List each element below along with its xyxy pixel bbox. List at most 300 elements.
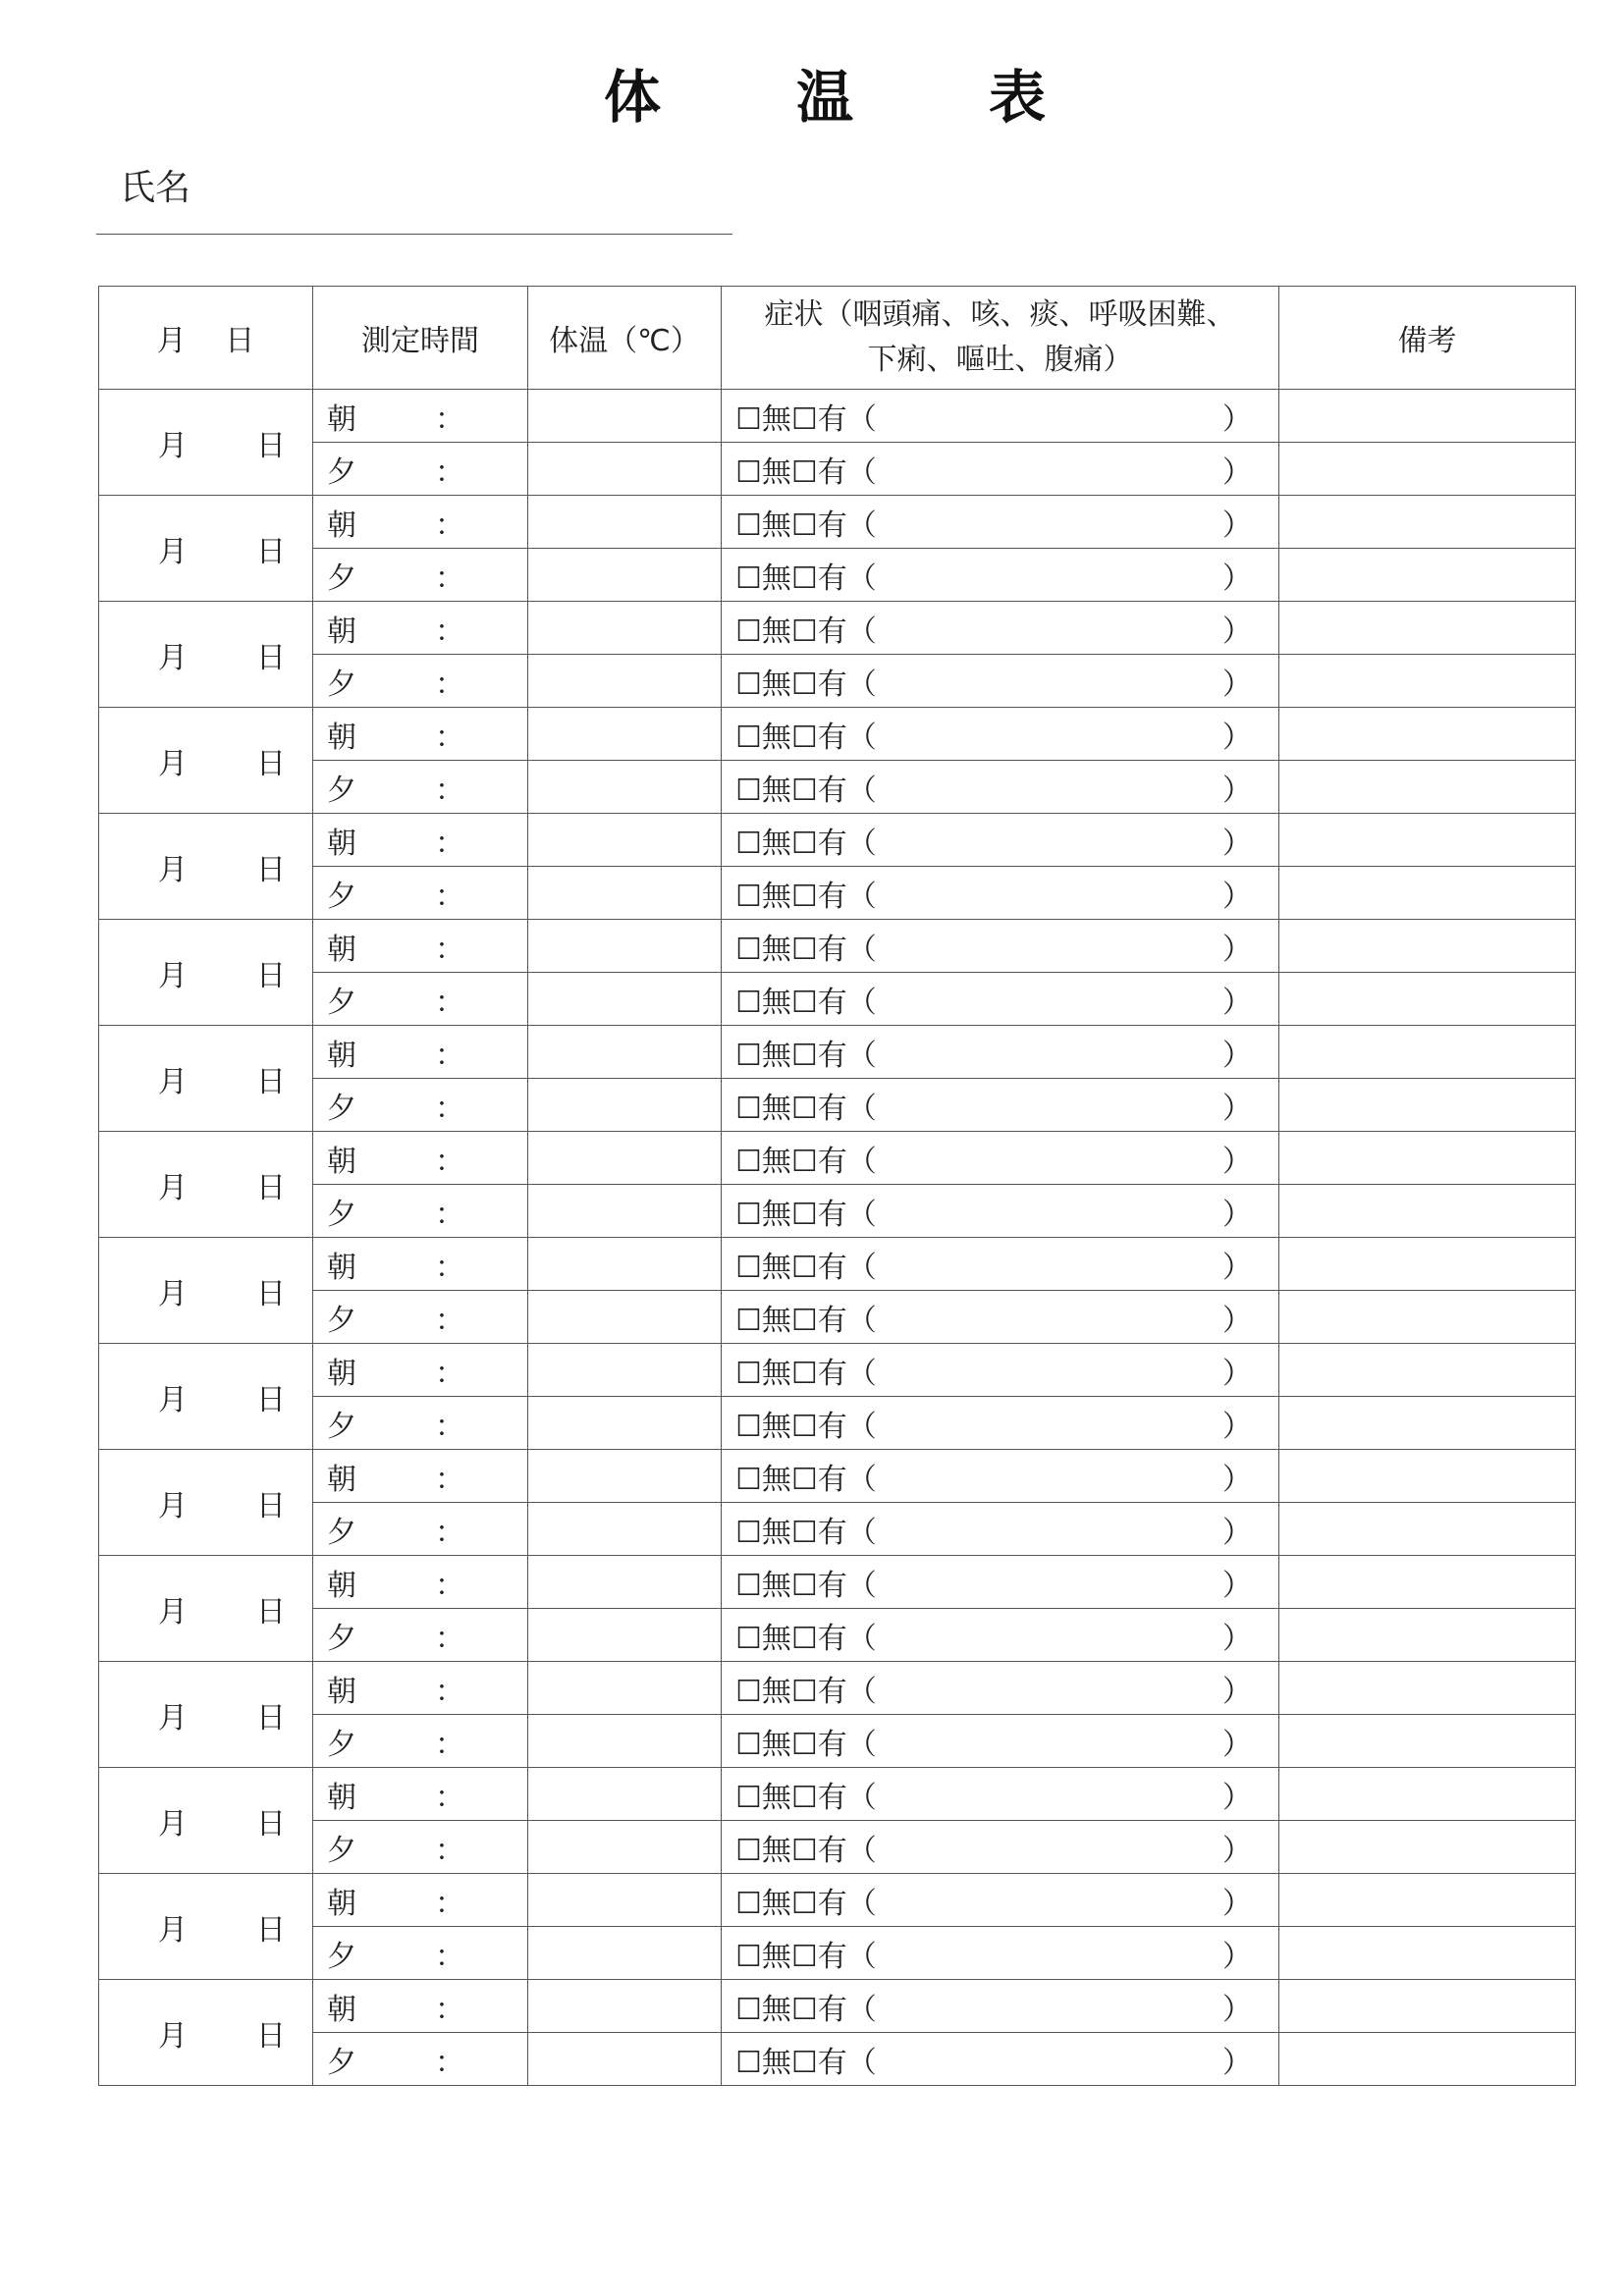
time-cell-morning[interactable]	[313, 920, 528, 973]
month-label: 月	[158, 1064, 188, 1099]
notes-cell[interactable]	[1279, 1238, 1576, 1291]
month-label: 月	[158, 1912, 188, 1948]
table-row	[99, 867, 1576, 920]
table-row	[99, 655, 1576, 708]
symptom-close-paren: ）	[1222, 561, 1252, 596]
symptom-cell[interactable]	[722, 1609, 1279, 1662]
time-colon: ：	[435, 1833, 464, 1868]
notes-cell[interactable]	[1279, 1079, 1576, 1132]
temperature-cell[interactable]	[528, 1715, 722, 1768]
temperature-cell[interactable]	[528, 1980, 722, 2033]
table-row	[99, 496, 1576, 549]
time-cell-morning[interactable]	[313, 1662, 528, 1715]
time-colon: ：	[435, 720, 464, 755]
date-cell[interactable]	[99, 1874, 313, 1980]
notes-cell[interactable]	[1279, 496, 1576, 549]
temperature-cell[interactable]	[528, 1662, 722, 1715]
symptom-close-paren: ）	[1222, 932, 1252, 967]
temperature-cell[interactable]	[528, 973, 722, 1026]
month-label: 月	[158, 1594, 188, 1629]
time-cell-evening[interactable]	[313, 549, 528, 602]
notes-cell[interactable]	[1279, 443, 1576, 496]
table-row	[99, 814, 1576, 867]
symptom-cell[interactable]	[722, 1556, 1279, 1609]
table-row	[99, 973, 1576, 1026]
time-colon: ：	[435, 1250, 464, 1285]
symptom-checkboxes[interactable]: ☐無☐有（	[735, 1621, 877, 1656]
time-cell-evening[interactable]	[313, 1079, 528, 1132]
month-label: 月	[158, 1276, 188, 1311]
time-colon: ：	[435, 1038, 464, 1073]
temperature-cell[interactable]	[528, 1026, 722, 1079]
symptom-checkboxes[interactable]: ☐無☐有（	[735, 1356, 877, 1391]
time-colon: ：	[435, 773, 464, 808]
notes-cell[interactable]	[1279, 1344, 1576, 1397]
time-cell-evening[interactable]	[313, 1715, 528, 1768]
symptom-checkboxes[interactable]: ☐無☐有（	[735, 1886, 877, 1921]
table-row	[99, 1291, 1576, 1344]
date-cell[interactable]	[99, 1450, 313, 1556]
time-cell-evening[interactable]	[313, 1503, 528, 1556]
morning-label: 朝	[327, 614, 356, 649]
time-colon: ：	[435, 1356, 464, 1391]
time-cell-morning[interactable]	[313, 1026, 528, 1079]
evening-label: 夕	[327, 1303, 356, 1338]
table-row	[99, 1079, 1576, 1132]
day-label: 日	[256, 1806, 286, 1842]
symptom-checkboxes[interactable]: ☐無☐有（	[735, 667, 877, 702]
notes-cell[interactable]	[1279, 708, 1576, 761]
symptom-checkboxes[interactable]: ☐無☐有（	[735, 932, 877, 967]
symptom-checkboxes[interactable]: ☐無☐有（	[735, 720, 877, 755]
symptom-cell[interactable]	[722, 1768, 1279, 1821]
symptom-close-paren: ）	[1222, 1356, 1252, 1391]
symptom-checkboxes[interactable]: ☐無☐有（	[735, 1780, 877, 1815]
date-cell[interactable]	[99, 1026, 313, 1132]
symptom-close-paren: ）	[1222, 1038, 1252, 1073]
notes-cell[interactable]	[1279, 973, 1576, 1026]
time-colon: ：	[435, 1621, 464, 1656]
symptom-close-paren: ）	[1222, 1197, 1252, 1232]
temperature-cell[interactable]	[528, 443, 722, 496]
time-cell-morning[interactable]	[313, 1344, 528, 1397]
evening-label: 夕	[327, 1409, 356, 1444]
evening-label: 夕	[327, 985, 356, 1020]
time-cell-morning[interactable]	[313, 1450, 528, 1503]
time-cell-evening[interactable]	[313, 761, 528, 814]
notes-cell[interactable]	[1279, 655, 1576, 708]
table-row	[99, 2033, 1576, 2086]
time-cell-morning[interactable]	[313, 1980, 528, 2033]
notes-cell[interactable]	[1279, 602, 1576, 655]
symptom-cell[interactable]	[722, 1026, 1279, 1079]
symptom-checkboxes[interactable]: ☐無☐有（	[735, 1727, 877, 1762]
day-label: 日	[256, 1594, 286, 1629]
symptom-checkboxes[interactable]: ☐無☐有（	[735, 1197, 877, 1232]
symptom-cell[interactable]	[722, 973, 1279, 1026]
date-cell[interactable]	[99, 602, 313, 708]
time-cell-evening[interactable]	[313, 1397, 528, 1450]
temperature-table	[98, 286, 1576, 2086]
symptom-cell[interactable]	[722, 1079, 1279, 1132]
morning-label: 朝	[327, 1780, 356, 1815]
month-label: 月	[158, 640, 188, 675]
symptom-checkboxes[interactable]: ☐無☐有（	[735, 1939, 877, 1974]
time-cell-evening[interactable]	[313, 1185, 528, 1238]
time-cell-evening[interactable]	[313, 1927, 528, 1980]
symptom-cell[interactable]	[722, 1821, 1279, 1874]
notes-cell[interactable]	[1279, 2033, 1576, 2086]
temperature-cell[interactable]	[528, 708, 722, 761]
temperature-cell[interactable]	[528, 1450, 722, 1503]
symptom-cell[interactable]	[722, 1927, 1279, 1980]
notes-cell[interactable]	[1279, 1821, 1576, 1874]
date-cell[interactable]	[99, 496, 313, 602]
date-cell[interactable]	[99, 390, 313, 496]
notes-cell[interactable]	[1279, 1609, 1576, 1662]
table-row	[99, 1238, 1576, 1291]
time-colon: ：	[435, 507, 464, 543]
time-colon: ：	[435, 1780, 464, 1815]
temperature-cell[interactable]	[528, 1079, 722, 1132]
name-label: 氏名	[120, 168, 191, 208]
symptom-checkboxes[interactable]: ☐無☐有（	[735, 1409, 877, 1444]
symptom-close-paren: ）	[1222, 1462, 1252, 1497]
time-colon: ：	[435, 667, 464, 702]
symptom-close-paren: ）	[1222, 1568, 1252, 1603]
symptom-close-paren: ）	[1222, 401, 1252, 437]
table-row	[99, 390, 1576, 443]
time-cell-morning[interactable]	[313, 814, 528, 867]
date-cell[interactable]	[99, 708, 313, 814]
symptom-cell[interactable]	[722, 602, 1279, 655]
notes-cell[interactable]	[1279, 1291, 1576, 1344]
notes-cell[interactable]	[1279, 1874, 1576, 1927]
time-cell-evening[interactable]	[313, 443, 528, 496]
symptom-cell[interactable]	[722, 1291, 1279, 1344]
symptom-checkboxes[interactable]: ☐無☐有（	[735, 1250, 877, 1285]
symptom-checkboxes[interactable]: ☐無☐有（	[735, 773, 877, 808]
temperature-cell[interactable]	[528, 1609, 722, 1662]
symptom-checkboxes[interactable]: ☐無☐有（	[735, 1515, 877, 1550]
symptom-checkboxes[interactable]: ☐無☐有（	[735, 454, 877, 490]
notes-cell[interactable]	[1279, 1715, 1576, 1768]
temperature-cell[interactable]	[528, 496, 722, 549]
symptom-close-paren: ）	[1222, 1939, 1252, 1974]
notes-cell[interactable]	[1279, 1026, 1576, 1079]
symptom-checkboxes[interactable]: ☐無☐有（	[735, 1462, 877, 1497]
notes-cell[interactable]	[1279, 1927, 1576, 1980]
notes-cell[interactable]	[1279, 761, 1576, 814]
symptom-checkboxes[interactable]: ☐無☐有（	[735, 561, 877, 596]
day-label: 日	[256, 1912, 286, 1948]
header-symptoms-line1: 症状（咽頭痛、咳、痰、呼吸困難、	[764, 297, 1236, 332]
time-colon: ：	[435, 932, 464, 967]
symptom-close-paren: ）	[1222, 454, 1252, 490]
symptom-close-paren: ）	[1222, 1144, 1252, 1179]
symptom-checkboxes[interactable]: ☐無☐有（	[735, 1568, 877, 1603]
time-cell-evening[interactable]	[313, 1291, 528, 1344]
morning-label: 朝	[327, 507, 356, 543]
symptom-cell[interactable]	[722, 655, 1279, 708]
symptom-checkboxes[interactable]: ☐無☐有（	[735, 614, 877, 649]
time-colon: ：	[435, 454, 464, 490]
symptom-close-paren: ）	[1222, 614, 1252, 649]
symptom-close-paren: ）	[1222, 985, 1252, 1020]
symptom-close-paren: ）	[1222, 1409, 1252, 1444]
symptom-close-paren: ）	[1222, 507, 1252, 543]
symptom-checkboxes[interactable]: ☐無☐有（	[735, 1091, 877, 1126]
symptom-close-paren: ）	[1222, 667, 1252, 702]
time-cell-evening[interactable]	[313, 1609, 528, 1662]
time-colon: ：	[435, 614, 464, 649]
page-title: 体 温 表	[603, 64, 1085, 131]
temperature-cell[interactable]	[528, 920, 722, 973]
table-row	[99, 1662, 1576, 1715]
evening-label: 夕	[327, 2045, 356, 2080]
notes-cell[interactable]	[1279, 1662, 1576, 1715]
month-label: 月	[158, 1700, 188, 1735]
table-row	[99, 1556, 1576, 1609]
table-row	[99, 1768, 1576, 1821]
evening-label: 夕	[327, 561, 356, 596]
day-label: 日	[256, 1276, 286, 1311]
time-cell-evening[interactable]	[313, 2033, 528, 2086]
table-row	[99, 1927, 1576, 1980]
symptom-checkboxes[interactable]: ☐無☐有（	[735, 1144, 877, 1179]
notes-cell[interactable]	[1279, 1503, 1576, 1556]
month-label: 月	[158, 958, 188, 993]
temperature-cell[interactable]	[528, 2033, 722, 2086]
day-label: 日	[256, 2018, 286, 2054]
symptom-cell[interactable]	[722, 1132, 1279, 1185]
time-colon: ：	[435, 1303, 464, 1338]
notes-cell[interactable]	[1279, 814, 1576, 867]
morning-label: 朝	[327, 1038, 356, 1073]
day-label: 日	[256, 1488, 286, 1523]
time-colon: ：	[435, 826, 464, 861]
evening-label: 夕	[327, 667, 356, 702]
morning-label: 朝	[327, 1462, 356, 1497]
evening-label: 夕	[327, 454, 356, 490]
symptom-checkboxes[interactable]: ☐無☐有（	[735, 826, 877, 861]
symptom-checkboxes[interactable]: ☐無☐有（	[735, 1038, 877, 1073]
time-cell-morning[interactable]	[313, 496, 528, 549]
time-colon: ：	[435, 879, 464, 914]
evening-label: 夕	[327, 879, 356, 914]
morning-label: 朝	[327, 1144, 356, 1179]
table-row	[99, 1344, 1576, 1397]
symptom-cell[interactable]	[722, 1503, 1279, 1556]
evening-label: 夕	[327, 1833, 356, 1868]
temperature-cell[interactable]	[528, 1874, 722, 1927]
month-label: 月	[158, 1170, 188, 1205]
evening-label: 夕	[327, 1727, 356, 1762]
symptom-checkboxes[interactable]: ☐無☐有（	[735, 1303, 877, 1338]
month-label: 月	[158, 534, 188, 569]
evening-label: 夕	[327, 1091, 356, 1126]
symptom-cell[interactable]	[722, 1980, 1279, 2033]
day-label: 日	[256, 852, 286, 887]
temperature-cell[interactable]	[528, 761, 722, 814]
symptom-cell[interactable]	[722, 549, 1279, 602]
notes-cell[interactable]	[1279, 1768, 1576, 1821]
notes-cell[interactable]	[1279, 1556, 1576, 1609]
date-cell[interactable]	[99, 1556, 313, 1662]
notes-cell[interactable]	[1279, 1132, 1576, 1185]
temperature-cell[interactable]	[528, 1503, 722, 1556]
symptom-cell[interactable]	[722, 814, 1279, 867]
temperature-cell[interactable]	[528, 1291, 722, 1344]
morning-label: 朝	[327, 720, 356, 755]
morning-label: 朝	[327, 1992, 356, 2027]
day-label: 日	[256, 1700, 286, 1735]
time-colon: ：	[435, 1992, 464, 2027]
date-cell[interactable]	[99, 1662, 313, 1768]
time-cell-morning[interactable]	[313, 1874, 528, 1927]
temperature-cell[interactable]	[528, 1344, 722, 1397]
symptom-cell[interactable]	[722, 761, 1279, 814]
symptom-cell[interactable]	[722, 443, 1279, 496]
symptom-checkboxes[interactable]: ☐無☐有（	[735, 2045, 877, 2080]
time-colon: ：	[435, 1197, 464, 1232]
symptom-close-paren: ）	[1222, 1992, 1252, 2027]
symptom-cell[interactable]	[722, 1450, 1279, 1503]
symptom-cell[interactable]	[722, 496, 1279, 549]
time-cell-morning[interactable]	[313, 1132, 528, 1185]
header-time: 測定時間	[313, 287, 528, 390]
date-cell[interactable]	[99, 1768, 313, 1874]
temperature-cell[interactable]	[528, 1556, 722, 1609]
time-cell-morning[interactable]	[313, 602, 528, 655]
temperature-cell[interactable]	[528, 549, 722, 602]
temperature-cell[interactable]	[528, 1821, 722, 1874]
date-cell[interactable]	[99, 920, 313, 1026]
header-symptoms	[722, 287, 1279, 390]
symptom-checkboxes[interactable]: ☐無☐有（	[735, 1674, 877, 1709]
temperature-cell[interactable]	[528, 390, 722, 443]
name-input-line[interactable]	[96, 234, 732, 235]
morning-label: 朝	[327, 1886, 356, 1921]
temperature-cell[interactable]	[528, 1132, 722, 1185]
date-cell[interactable]	[99, 1980, 313, 2086]
day-label: 日	[256, 1382, 286, 1417]
header-notes: 備考	[1279, 287, 1576, 390]
temperature-cell[interactable]	[528, 814, 722, 867]
time-colon: ：	[435, 561, 464, 596]
date-cell[interactable]	[99, 1344, 313, 1450]
symptom-checkboxes[interactable]: ☐無☐有（	[735, 879, 877, 914]
month-label: 月	[158, 852, 188, 887]
notes-cell[interactable]	[1279, 1185, 1576, 1238]
symptom-cell[interactable]	[722, 1185, 1279, 1238]
notes-cell[interactable]	[1279, 1980, 1576, 2033]
date-cell[interactable]	[99, 1132, 313, 1238]
notes-cell[interactable]	[1279, 1450, 1576, 1503]
time-cell-morning[interactable]	[313, 1768, 528, 1821]
day-label: 日	[256, 746, 286, 781]
month-label: 月	[158, 428, 188, 463]
symptom-cell[interactable]	[722, 708, 1279, 761]
time-cell-evening[interactable]	[313, 1821, 528, 1874]
temperature-cell[interactable]	[528, 655, 722, 708]
temperature-cell[interactable]	[528, 1927, 722, 1980]
month-label: 月	[158, 1488, 188, 1523]
symptom-cell[interactable]	[722, 1874, 1279, 1927]
notes-cell[interactable]	[1279, 1397, 1576, 1450]
day-label: 日	[256, 534, 286, 569]
header-temperature: 体温（℃）	[528, 287, 722, 390]
symptom-checkboxes[interactable]: ☐無☐有（	[735, 985, 877, 1020]
header-symptoms-line2: 下痢、嘔吐、腹痛）	[867, 343, 1133, 377]
time-cell-morning[interactable]	[313, 1238, 528, 1291]
symptom-cell[interactable]	[722, 390, 1279, 443]
symptom-checkboxes[interactable]: ☐無☐有（	[735, 1833, 877, 1868]
temperature-cell[interactable]	[528, 867, 722, 920]
time-colon: ：	[435, 1409, 464, 1444]
notes-cell[interactable]	[1279, 920, 1576, 973]
symptom-close-paren: ）	[1222, 1833, 1252, 1868]
symptom-checkboxes[interactable]: ☐無☐有（	[735, 1992, 877, 2027]
notes-cell[interactable]	[1279, 867, 1576, 920]
time-cell-morning[interactable]	[313, 390, 528, 443]
time-colon: ：	[435, 1462, 464, 1497]
temperature-cell[interactable]	[528, 1185, 722, 1238]
table-row	[99, 1450, 1576, 1503]
temperature-cell[interactable]	[528, 1238, 722, 1291]
symptom-cell[interactable]	[722, 1662, 1279, 1715]
table-row	[99, 1715, 1576, 1768]
date-cell[interactable]	[99, 814, 313, 920]
symptom-cell[interactable]	[722, 1344, 1279, 1397]
time-colon: ：	[435, 2045, 464, 2080]
symptom-close-paren: ）	[1222, 1515, 1252, 1550]
table-row	[99, 1821, 1576, 1874]
symptom-cell[interactable]	[722, 920, 1279, 973]
temperature-cell[interactable]	[528, 602, 722, 655]
table-row	[99, 1397, 1576, 1450]
time-cell-evening[interactable]	[313, 867, 528, 920]
time-cell-morning[interactable]	[313, 1556, 528, 1609]
temperature-cell[interactable]	[528, 1397, 722, 1450]
symptom-close-paren: ）	[1222, 826, 1252, 861]
table-row	[99, 708, 1576, 761]
temperature-cell[interactable]	[528, 1768, 722, 1821]
symptom-cell[interactable]	[722, 1238, 1279, 1291]
table-row	[99, 1132, 1576, 1185]
time-cell-evening[interactable]	[313, 655, 528, 708]
table-row	[99, 761, 1576, 814]
date-cell[interactable]	[99, 1238, 313, 1344]
symptom-checkboxes[interactable]: ☐無☐有（	[735, 401, 877, 437]
symptom-checkboxes[interactable]: ☐無☐有（	[735, 507, 877, 543]
month-label: 月	[158, 1806, 188, 1842]
time-cell-evening[interactable]	[313, 973, 528, 1026]
time-cell-morning[interactable]	[313, 708, 528, 761]
symptom-cell[interactable]	[722, 1715, 1279, 1768]
notes-cell[interactable]	[1279, 549, 1576, 602]
table-row	[99, 602, 1576, 655]
notes-cell[interactable]	[1279, 390, 1576, 443]
time-colon: ：	[435, 985, 464, 1020]
table-row	[99, 549, 1576, 602]
day-label: 日	[256, 1064, 286, 1099]
symptom-cell[interactable]	[722, 1397, 1279, 1450]
symptom-close-paren: ）	[1222, 773, 1252, 808]
symptom-cell[interactable]	[722, 867, 1279, 920]
symptom-cell[interactable]	[722, 2033, 1279, 2086]
table-row	[99, 443, 1576, 496]
